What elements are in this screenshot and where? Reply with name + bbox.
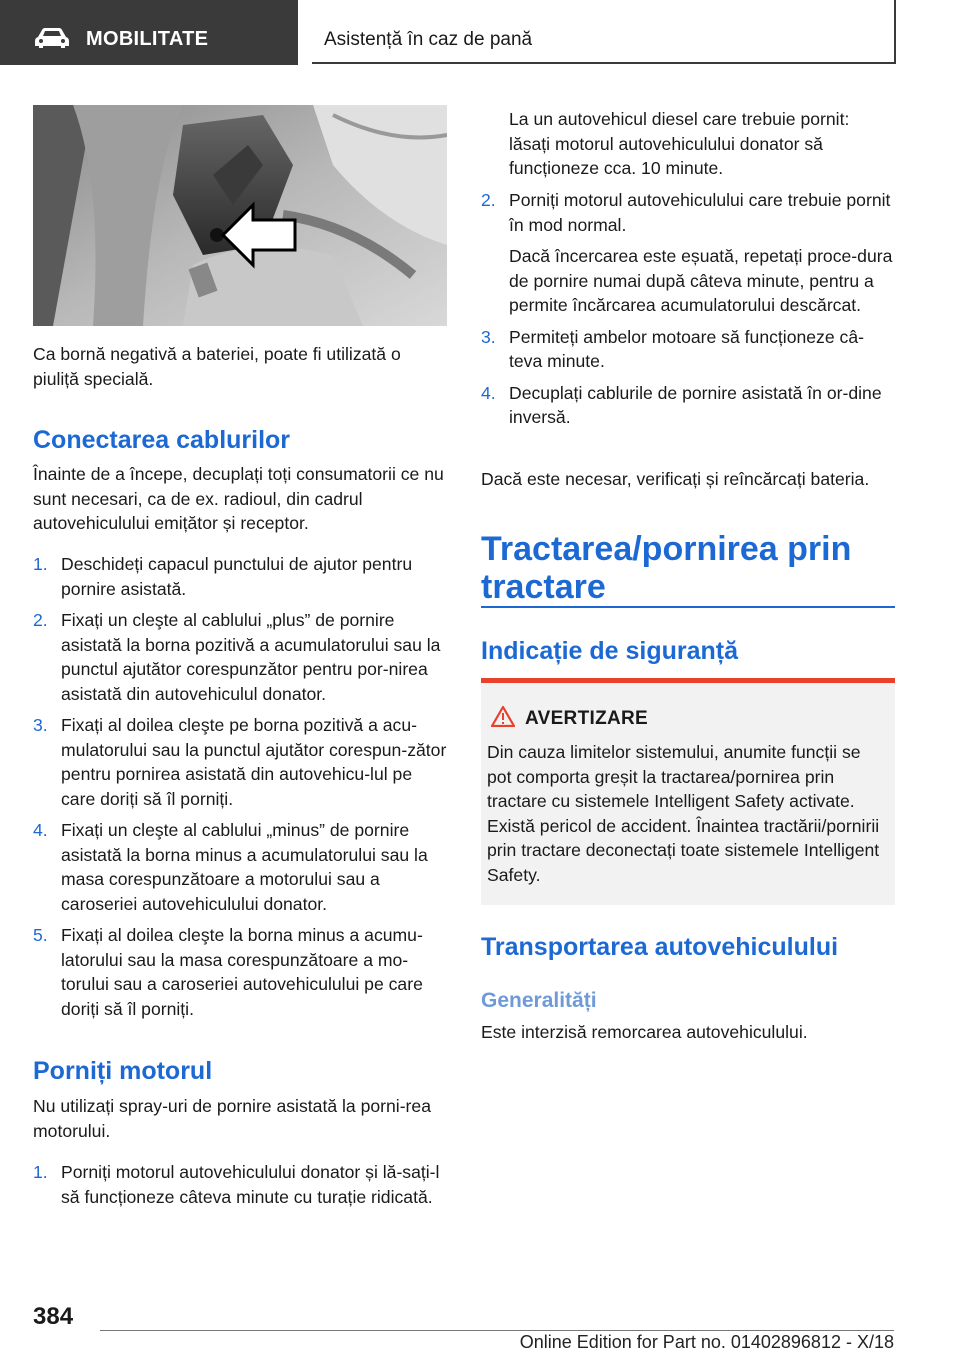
step-text: Fixați al doilea cleşte pe borna pozitivă a acu‐mulatorului sau la punctul ajutător corespun‐zător pentru pornirea asistată din autovehicu‐lul pe care doriți să îl porniți. [61, 715, 447, 809]
list-item [481, 381, 895, 430]
section-tab [0, 0, 298, 65]
edition-footer: Online Edition for Part no. 01402896812 - X/18 [519, 1332, 894, 1352]
warning-title: AVERTIZARE [525, 708, 648, 729]
step-number: 3. [481, 326, 496, 347]
chapter-title: Asistență în caz de pană [324, 29, 533, 50]
diesel-note: La un autovehicul diesel care trebuie pornit: lăsați motorul autovehiculului donator să funcționeze cca. 10 minute. [509, 109, 850, 178]
heading-transport: Transportarea autovehiculului [481, 933, 839, 961]
warning-triangle-icon [491, 705, 515, 727]
step-text: Fixați un cleşte al cablului „plus” de pornire asistată la borna pozitivă a acumulatorului sau la punctul ajutător corespunzător pentru por‐nirea asistată din autovehiculul donator. [61, 610, 441, 704]
list-item [33, 1160, 448, 1209]
step-number: 1. [33, 554, 48, 574]
step-text: Porniți motorul autovehiculului care trebuie pornit în mod normal. [509, 190, 891, 235]
list-item [481, 188, 895, 318]
step-number: 4. [33, 820, 48, 840]
list-item [33, 923, 448, 1021]
step-number: 2. [33, 610, 48, 630]
heading-start-engine: Porniți motorul [33, 1057, 213, 1085]
list-item [33, 552, 448, 601]
step-text: Decuplați cablurile de pornire asistată în or‐dine inversă. [509, 382, 882, 427]
warning-box [481, 678, 895, 905]
warning-text: Din cauza limitelor sistemului, anumite funcții se pot comporta greșit la tractarea/pornirea prin tractare cu sistemele Intelligent Safety activate. Există pericol de accident. Înaintea tractării/pornirii prin tractare deconectați toate sistemele Intelligent Safety. [487, 742, 880, 885]
chapter-header [312, 0, 896, 64]
step-number: 5. [33, 925, 48, 945]
start-steps-continued [481, 188, 895, 437]
engine-bay-photo [33, 105, 447, 326]
heading-safety: Indicație de siguranță [481, 637, 739, 665]
step-number: 3. [33, 715, 48, 735]
step-text: Permiteți ambelor motoare să funcționeze câ‐teva minute. [509, 326, 864, 371]
cables-intro: Înainte de a începe, decuplați toți consumatorii ce nu sunt necesari, ca de ex. radioul, din cadrul autovehiculului emițător și receptor. [33, 464, 444, 533]
list-item [481, 325, 895, 374]
step-number: 1. [33, 1162, 48, 1182]
car-icon [34, 27, 70, 49]
list-item [33, 713, 448, 811]
cable-steps [33, 552, 448, 1028]
general-text: Este interzisă remorcarea autovehiculului. [481, 1022, 808, 1042]
list-item [33, 608, 448, 706]
page-number: 384 [33, 1303, 74, 1330]
step-text: Porniți motorul autovehiculului donator și lă‐sați-l să funcționeze câteva minute cu turație ridicată. [61, 1162, 440, 1207]
start-steps [33, 1160, 448, 1216]
list-item [33, 818, 448, 916]
photo-caption: Ca bornă negativă a bateriei, poate fi utilizată o piuliță specială. [33, 344, 401, 389]
heading-towing: Tractarea/pornirea prin tractare [481, 530, 852, 606]
step-text: Fixați al doilea cleşte la borna minus a acumu‐latorului sau la masa corespunzătoare a mo‐torului sau a caroseriei autovehiculului pe care doriți să îl porniți. [61, 925, 423, 1019]
step-text: Fixați un cleşte al cablului „minus” de pornire asistată la borna minus a acumulatorului sau la masa corespunzătoare a motorului sau a caroseriei autovehiculului donator. [61, 820, 428, 914]
step-subtext: Dacă încercarea este eșuată, repetați proce‐dura de pornire numai după câteva minute, pentru a permite încărcarea acumulatorului descărcat. [509, 246, 893, 315]
check-battery-note: Dacă este necesar, verificați și reîncărcați bateria. [481, 469, 870, 489]
step-text: Deschideți capacul punctului de ajutor pentru pornire asistată. [61, 554, 413, 599]
heading-general: Generalități [481, 989, 597, 1012]
start-intro: Nu utilizați spray-uri de pornire asistată la porni‐rea motorului. [33, 1096, 431, 1141]
section-title: MOBILITATE [86, 28, 209, 50]
heading-connect-cables: Conectarea cablurilor [33, 426, 291, 454]
footer-rule [100, 1330, 894, 1331]
heading-rule [481, 606, 895, 608]
step-number: 4. [481, 382, 496, 403]
step-number: 2. [481, 190, 496, 210]
